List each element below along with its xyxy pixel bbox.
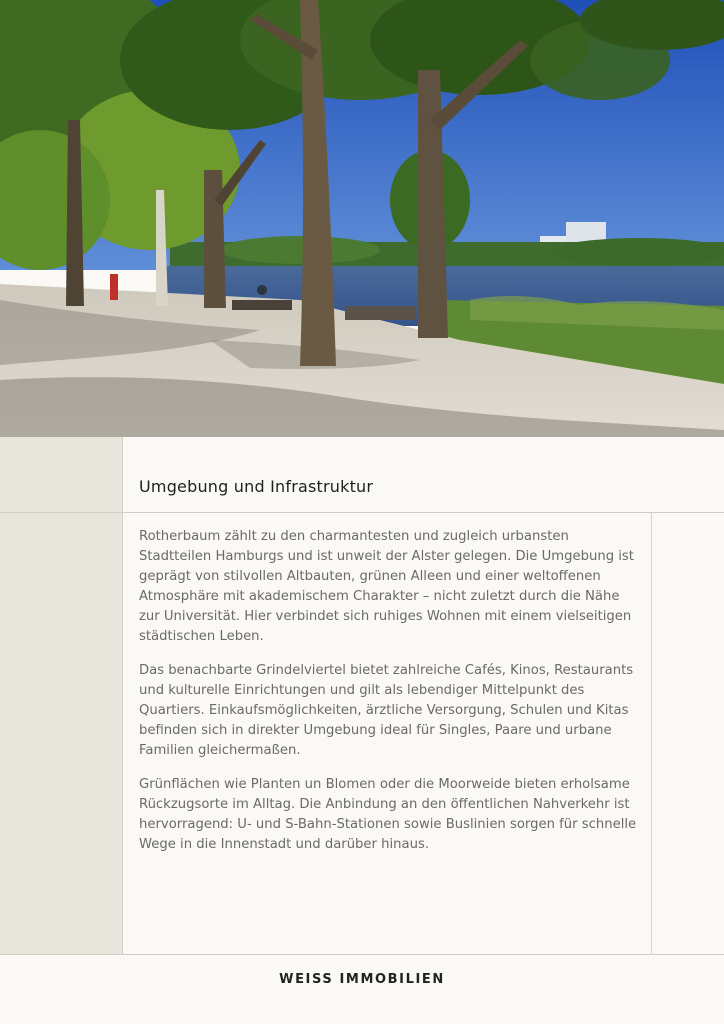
title-divider [0, 512, 724, 513]
section-body [139, 527, 639, 869]
section-title: Umgebung und Infrastruktur [139, 477, 374, 496]
content-grid [0, 437, 724, 954]
paragraph-3: Grünflächen wie Planten un Blomen oder die Moorweide bieten erholsame Rückzugsorte im Alltag. Die Anbindung an den öffentlichen Nahverkehr ist hervorragend: U- und S-Bahn-Stationen sowie Buslinien sorgen für schnelle Wege in die Innenstadt und darüber hinaus. [139, 777, 637, 852]
lakeside-promenade-image [0, 0, 724, 437]
hero-photo [0, 0, 724, 437]
paragraph-1: Rotherbaum zählt zu den charmantesten und zugleich urbansten Stadtteilen Hamburgs und ist unweit der Alster gelegen. Die Umgebung ist geprägt von stilvollen Altbauten, grünen Alleen und einer weltoffenen Atmosphäre mit akademischem Charakter – nicht zuletzt durch die Nähe zur Universität. Hier verbindet sich ruhiges Wohnen mit einem vielseitigen städtischen Leben. [139, 529, 634, 644]
right-column-divider [651, 513, 652, 954]
brand-logo-text: WEISS IMMOBILIEN [279, 972, 445, 987]
footer-divider [0, 954, 724, 955]
paragraph-2: Das benachbarte Grindelviertel bietet zahlreiche Cafés, Kinos, Restaurants und kulturelle Einrichtungen und gilt als lebendiger Mittelpunkt des Quartiers. Einkaufsmöglichkeiten, ärztliche Versorgung, Schulen und Kitas befinden sich in direkter Umgebung ideal für Singles, Paare und urbane Familien gleichermaßen. [139, 663, 634, 758]
sidebar-color-block [0, 437, 123, 954]
